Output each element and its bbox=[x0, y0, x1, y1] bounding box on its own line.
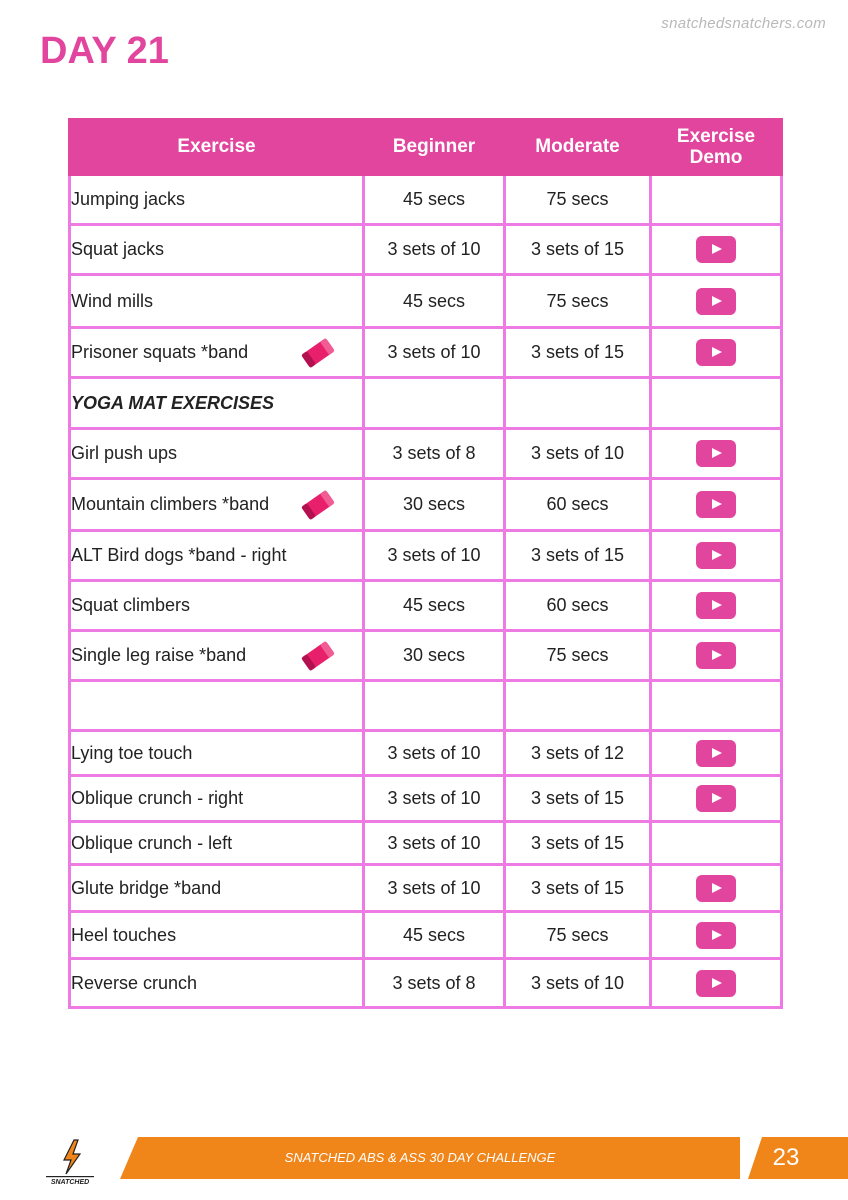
empty-cell bbox=[70, 681, 364, 731]
demo-cell bbox=[651, 959, 782, 1008]
moderate-value: 75 secs bbox=[505, 175, 651, 225]
exercise-name: Girl push ups bbox=[70, 429, 364, 479]
site-url: snatchedsnatchers.com bbox=[661, 15, 826, 32]
empty-cell bbox=[505, 378, 651, 429]
table-row-empty bbox=[70, 681, 782, 731]
play-icon[interactable] bbox=[696, 970, 736, 997]
empty-cell bbox=[364, 378, 505, 429]
moderate-value: 75 secs bbox=[505, 275, 651, 328]
moderate-value: 3 sets of 15 bbox=[505, 776, 651, 822]
demo-cell bbox=[651, 912, 782, 959]
table-row bbox=[70, 225, 782, 275]
exercise-name: Heel touches bbox=[70, 912, 364, 959]
beginner-value: 45 secs bbox=[364, 581, 505, 631]
exercise-name: Jumping jacks bbox=[70, 175, 364, 225]
beginner-value: 3 sets of 10 bbox=[364, 822, 505, 865]
page-number: 23 bbox=[772, 1144, 800, 1171]
moderate-value: 3 sets of 15 bbox=[505, 822, 651, 865]
exercise-name: Single leg raise *band bbox=[71, 645, 247, 665]
table-row bbox=[70, 429, 782, 479]
empty-cell bbox=[651, 378, 782, 429]
demo-cell bbox=[651, 275, 782, 328]
exercise-name: Mountain climbers *band bbox=[71, 494, 270, 514]
beginner-value: 30 secs bbox=[364, 631, 505, 681]
table-row bbox=[70, 731, 782, 776]
table-row bbox=[70, 175, 782, 225]
exercise-name: Squat climbers bbox=[70, 581, 364, 631]
exercise-name-cell bbox=[70, 631, 364, 681]
demo-cell bbox=[651, 731, 782, 776]
beginner-value: 3 sets of 10 bbox=[364, 731, 505, 776]
play-icon[interactable] bbox=[696, 592, 736, 619]
table-row bbox=[70, 822, 782, 865]
table-row bbox=[70, 865, 782, 912]
header-demo: Exercise Demo bbox=[651, 120, 782, 175]
empty-cell bbox=[651, 681, 782, 731]
snatched-logo bbox=[44, 1138, 96, 1186]
table-row bbox=[70, 581, 782, 631]
resistance-band-icon bbox=[298, 488, 338, 522]
exercise-name-cell bbox=[70, 479, 364, 531]
beginner-value: 45 secs bbox=[364, 175, 505, 225]
table-row bbox=[70, 479, 782, 531]
demo-cell bbox=[651, 225, 782, 275]
demo-cell bbox=[651, 429, 782, 479]
demo-cell bbox=[651, 865, 782, 912]
demo-cell bbox=[651, 631, 782, 681]
play-icon[interactable] bbox=[696, 642, 736, 669]
play-icon[interactable] bbox=[696, 440, 736, 467]
demo-cell bbox=[651, 479, 782, 531]
exercise-table bbox=[68, 118, 783, 1009]
beginner-value: 3 sets of 8 bbox=[364, 429, 505, 479]
moderate-value: 3 sets of 15 bbox=[505, 865, 651, 912]
header-exercise: Exercise bbox=[70, 120, 364, 175]
table-row bbox=[70, 631, 782, 681]
demo-cell bbox=[651, 776, 782, 822]
header-beginner: Beginner bbox=[364, 120, 505, 175]
empty-cell bbox=[364, 681, 505, 731]
exercise-name: Lying toe touch bbox=[70, 731, 364, 776]
play-icon[interactable] bbox=[696, 740, 736, 767]
moderate-value: 3 sets of 15 bbox=[505, 328, 651, 378]
moderate-value: 60 secs bbox=[505, 479, 651, 531]
demo-cell-empty bbox=[651, 822, 782, 865]
play-icon[interactable] bbox=[696, 542, 736, 569]
table-header bbox=[70, 120, 782, 175]
play-icon[interactable] bbox=[696, 288, 736, 315]
moderate-value: 3 sets of 10 bbox=[505, 429, 651, 479]
play-icon[interactable] bbox=[696, 875, 736, 902]
table-row bbox=[70, 275, 782, 328]
beginner-value: 3 sets of 10 bbox=[364, 531, 505, 581]
beginner-value: 45 secs bbox=[364, 275, 505, 328]
table-row bbox=[70, 378, 782, 429]
table-row bbox=[70, 959, 782, 1008]
beginner-value: 30 secs bbox=[364, 479, 505, 531]
moderate-value: 3 sets of 10 bbox=[505, 959, 651, 1008]
play-icon[interactable] bbox=[696, 785, 736, 812]
resistance-band-icon bbox=[298, 336, 338, 370]
exercise-name: Oblique crunch - left bbox=[70, 822, 364, 865]
beginner-value: 3 sets of 10 bbox=[364, 865, 505, 912]
page-title: DAY 21 bbox=[40, 30, 169, 72]
play-icon[interactable] bbox=[696, 922, 736, 949]
beginner-value: 3 sets of 10 bbox=[364, 776, 505, 822]
header-moderate: Moderate bbox=[505, 120, 651, 175]
exercise-name: Wind mills bbox=[70, 275, 364, 328]
table-row bbox=[70, 912, 782, 959]
exercise-name-cell bbox=[70, 328, 364, 378]
beginner-value: 3 sets of 10 bbox=[364, 328, 505, 378]
lightning-bolt-icon bbox=[64, 1140, 80, 1174]
table-row bbox=[70, 531, 782, 581]
footer-title: SNATCHED ABS & ASS 30 DAY CHALLENGE bbox=[284, 1150, 556, 1165]
exercise-name: Squat jacks bbox=[70, 225, 364, 275]
exercise-name: Reverse crunch bbox=[70, 959, 364, 1008]
exercise-name: ALT Bird dogs *band - right bbox=[70, 531, 364, 581]
demo-cell bbox=[651, 581, 782, 631]
play-icon[interactable] bbox=[696, 236, 736, 263]
moderate-value: 3 sets of 15 bbox=[505, 225, 651, 275]
demo-cell-empty bbox=[651, 175, 782, 225]
beginner-value: 3 sets of 8 bbox=[364, 959, 505, 1008]
resistance-band-icon bbox=[298, 639, 338, 673]
moderate-value: 60 secs bbox=[505, 581, 651, 631]
moderate-value: 75 secs bbox=[505, 912, 651, 959]
section-label: YOGA MAT EXERCISES bbox=[70, 378, 364, 429]
moderate-value: 3 sets of 15 bbox=[505, 531, 651, 581]
moderate-value: 75 secs bbox=[505, 631, 651, 681]
exercise-name: Glute bridge *band bbox=[70, 865, 364, 912]
demo-cell bbox=[651, 328, 782, 378]
play-icon[interactable] bbox=[696, 491, 736, 518]
beginner-value: 45 secs bbox=[364, 912, 505, 959]
exercise-name: Prisoner squats *band bbox=[71, 342, 249, 362]
beginner-value: 3 sets of 10 bbox=[364, 225, 505, 275]
table-row bbox=[70, 328, 782, 378]
demo-cell bbox=[651, 531, 782, 581]
moderate-value: 3 sets of 12 bbox=[505, 731, 651, 776]
exercise-name: Oblique crunch - right bbox=[70, 776, 364, 822]
empty-cell bbox=[505, 681, 651, 731]
play-icon[interactable] bbox=[696, 339, 736, 366]
table-row bbox=[70, 776, 782, 822]
logo-text: SNATCHED bbox=[50, 1179, 90, 1186]
